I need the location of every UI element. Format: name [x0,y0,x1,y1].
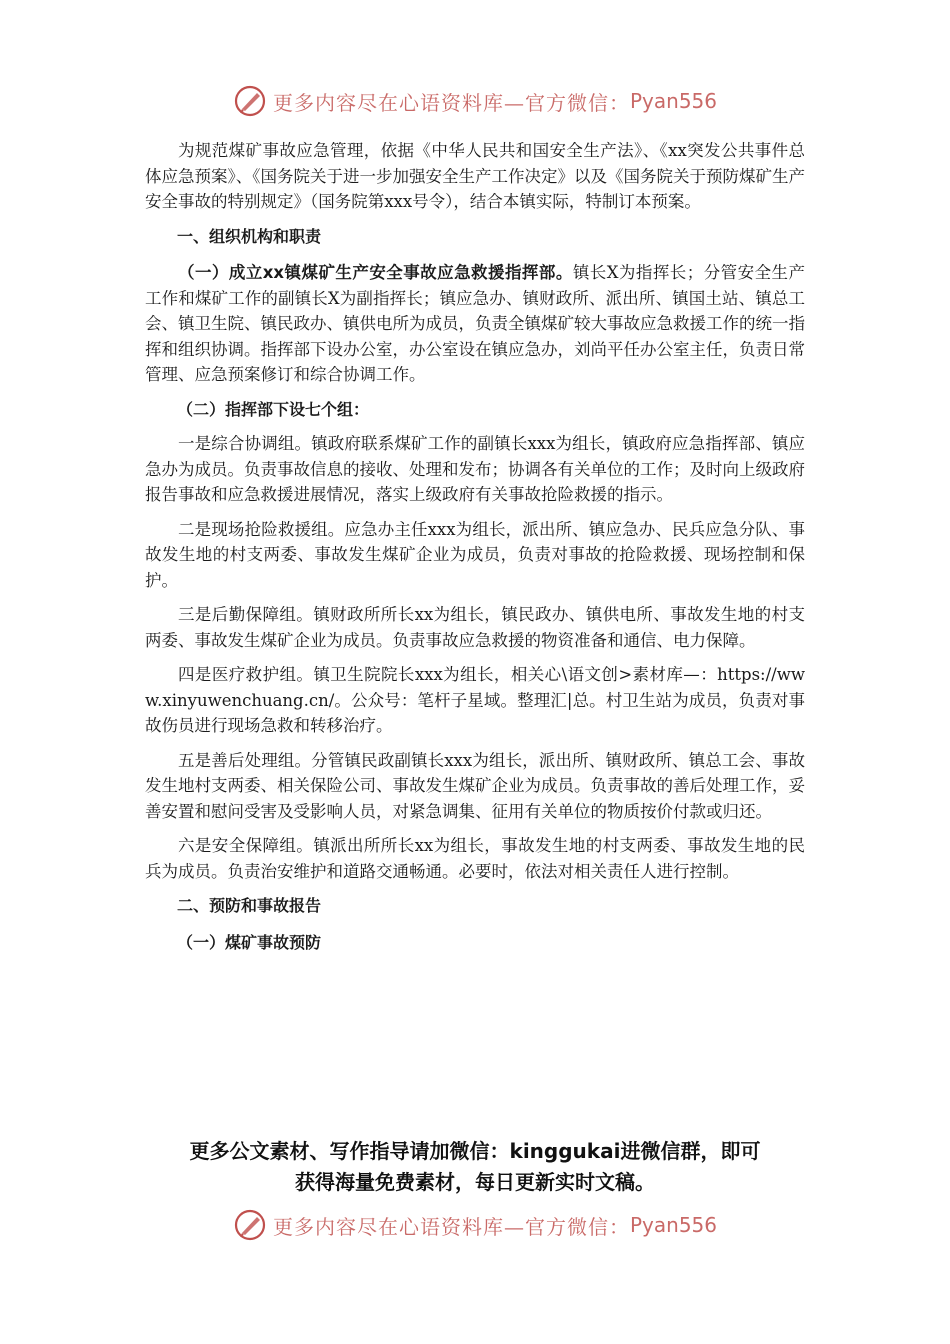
group-paragraph: 二是现场抢险救援组。应急办主任xxx为组长，派出所、镇应急办、民兵应急分队、事故发生地的村支两委、事故发生煤矿企业为成员，负责对事故的抢险救援、现场控制和保护。 [145,519,805,590]
banner-text: 更多内容尽在心语资料库—官方微信： [272,90,630,115]
group-paragraph: 一是综合协调组。镇政府联系煤矿工作的副镇长xxx为组长，镇政府应急指挥部、镇应急办为成员。负责事故信息的接收、处理和发布；协调各有关单位的工作；及时向上级政府报告事故和应急救援进展情况，落实上级政府有关事故抢险救援的指示。 [145,434,805,504]
document-body [145,138,805,964]
promo-text [130,1136,820,1198]
section1-heading: 一、组织机构和职责 [177,226,322,246]
section1-sub1-body: 镇长X为指挥长；分管安全生产工作和煤矿工作的副镇长X为副指挥长；镇应急办、镇财政所、派出所、镇国土站、镇总工会、镇卫生院、镇民政办、镇供电所为成员，负责全镇煤矿较大事故应急救援工作的统一指挥和组织协调。指挥部下设办公室，办公室设在镇应急办，刘尚平任办公室主任，负责日常管理、应急预案修订和综合协调工作。 [145,263,806,384]
section2-heading: 二、预防和事故报告 [177,896,322,915]
section2-sub1-title: （一）煤矿事故预防 [177,932,322,952]
banner-text: 更多内容尽在心语资料库—官方微信： [272,1214,630,1239]
banner-wechat-id: Pyan556 [629,89,717,113]
pen-logo-icon [233,84,267,118]
promo-line-1: 更多公文素材、写作指导请加微信：kinggukai进微信群，即可 [189,1139,761,1163]
section1-sub2-title: （二）指挥部下设七个组： [177,399,370,419]
promo-line-2: 获得海量免费素材，每日更新实时文稿。 [295,1170,655,1194]
group-paragraph: 六是安全保障组。镇派出所所长xx为组长，事故发生地的村支两委、事故发生地的民兵为成员。负责治安维护和道路交通畅通。必要时，依法对相关责任人进行控制。 [145,836,805,881]
group-paragraph: 四是医疗救护组。镇卫生院院长xxx为组长，相关心\语文创>素材库—：https://www.xinyuwenchuang.cn/。公众号：笔杆子星域。整理汇|总。村卫生站为成员，负责对事故伤员进行现场急救和转移治疗。 [145,665,805,735]
group-paragraph: 五是善后处理组。分管镇民政副镇长xxx为组长，派出所、镇财政所、镇总工会、事故发生地村支两委、相关保险公司、事故发生煤矿企业为成员。负责事故的善后处理工作，妥善安置和慰问受害及受影响人员，对紧急调集、征用有关单位的物质按价付款或归还。 [145,750,805,821]
footer-banner [0,1208,950,1242]
intro-paragraph: 为规范煤矿事故应急管理，依据《中华人民共和国安全生产法》、《xx突发公共事件总体应急预案》、《国务院关于进一步加强安全生产工作决定》以及《国务院关于预防煤矿生产安全事故的特别规定》（国务院第xxx号令），结合本镇实际，特制订本预案。 [145,141,805,211]
banner-wechat-id: Pyan556 [629,1213,717,1237]
header-banner [0,84,950,118]
section1-sub1-title: （一）成立xx镇煤矿生产安全事故应急救援指挥部。 [178,263,573,282]
pen-logo-icon [233,1208,267,1242]
group-paragraph: 三是后勤保障组。镇财政所所长xx为组长，镇民政办、镇供电所、事故发生地的村支两委、事故发生煤矿企业为成员。负责事故应急救援的物资准备和通信、电力保障。 [145,605,805,650]
section1-sub1-paragraph [145,260,805,388]
